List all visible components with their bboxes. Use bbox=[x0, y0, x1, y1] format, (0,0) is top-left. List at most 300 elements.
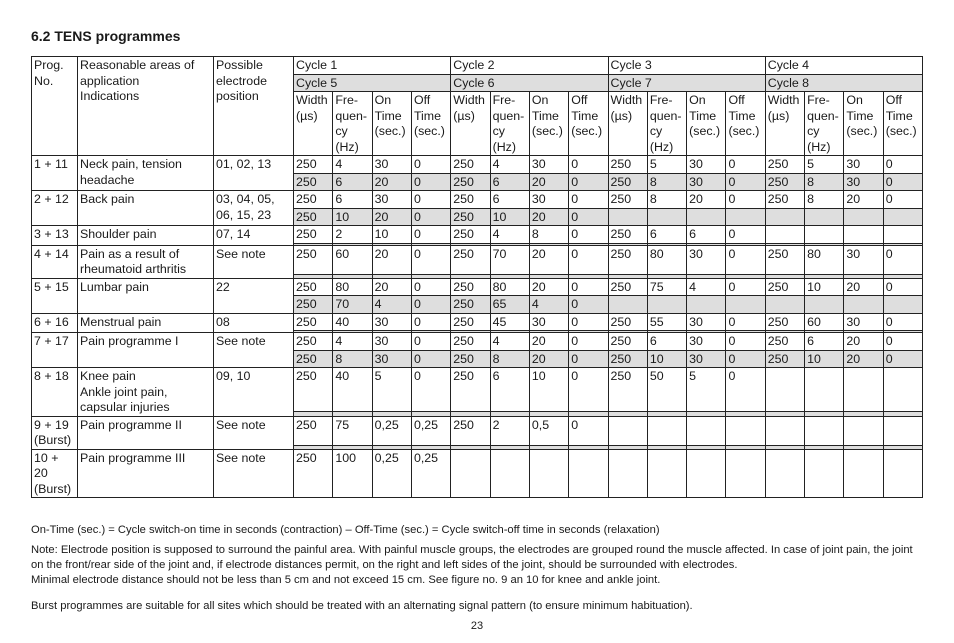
width-value: 250 bbox=[608, 226, 647, 244]
programme-no: 3 + 13 bbox=[32, 226, 78, 246]
programme-no: 9 + 19 (Burst) bbox=[32, 416, 78, 449]
programme-area: Neck pain, tension headache bbox=[78, 156, 214, 191]
footnote-legend: On-Time (sec.) = Cycle switch-on time in seconds (contraction) – Off-Time (sec.) = Cycle switch-off time in seconds (relaxation) bbox=[31, 524, 660, 536]
on-time-value: 0,5 bbox=[529, 416, 568, 446]
frequency-value: 2 bbox=[333, 226, 372, 244]
programme-no: 6 + 16 bbox=[32, 313, 78, 333]
off-time-value bbox=[569, 449, 608, 498]
off-time-value: 0 bbox=[569, 208, 608, 226]
programme-area: Pain as a result of rheumatoid arthritis bbox=[78, 245, 214, 278]
frequency-value: 80 bbox=[647, 245, 686, 275]
on-time-value bbox=[687, 208, 726, 226]
on-time-value bbox=[844, 449, 883, 498]
off-time-value: 0 bbox=[726, 156, 765, 174]
frequency-value: 4 bbox=[333, 156, 372, 174]
header-row-cycles-a bbox=[32, 57, 923, 75]
off-time-value bbox=[726, 296, 765, 314]
programme-area: Pain programme II bbox=[78, 416, 214, 449]
on-time-value: 30 bbox=[687, 156, 726, 174]
frequency-value: 40 bbox=[333, 313, 372, 331]
off-time-value: 0 bbox=[569, 191, 608, 209]
width-value: 250 bbox=[294, 245, 333, 275]
header-on-time: On Time (sec.) bbox=[844, 92, 883, 156]
on-time-value: 20 bbox=[844, 333, 883, 351]
on-time-value: 20 bbox=[372, 245, 411, 275]
width-value: 250 bbox=[765, 191, 804, 209]
off-time-value bbox=[883, 208, 922, 226]
frequency-value: 6 bbox=[490, 173, 529, 191]
on-time-value: 30 bbox=[529, 313, 568, 331]
off-time-value: 0 bbox=[411, 191, 450, 209]
header-off-time: Off Time (sec.) bbox=[569, 92, 608, 156]
on-time-value: 20 bbox=[372, 208, 411, 226]
on-time-value: 4 bbox=[529, 296, 568, 314]
programme-area: Back pain bbox=[78, 191, 214, 226]
frequency-value: 65 bbox=[490, 296, 529, 314]
off-time-value: 0 bbox=[411, 226, 450, 244]
frequency-value: 2 bbox=[490, 416, 529, 446]
off-time-value: 0 bbox=[726, 333, 765, 351]
width-value: 250 bbox=[294, 226, 333, 244]
header-width: Width (µs) bbox=[294, 92, 333, 156]
frequency-value: 10 bbox=[490, 208, 529, 226]
on-time-value bbox=[529, 449, 568, 498]
on-time-value: 20 bbox=[529, 333, 568, 351]
programme-electrode: See note bbox=[214, 416, 294, 449]
on-time-value bbox=[844, 296, 883, 314]
width-value: 250 bbox=[608, 245, 647, 275]
width-value: 250 bbox=[294, 416, 333, 446]
frequency-value: 70 bbox=[333, 296, 372, 314]
width-value bbox=[765, 449, 804, 498]
on-time-value: 5 bbox=[372, 368, 411, 412]
header-cycle-7: Cycle 7 bbox=[608, 74, 765, 92]
header-on-time: On Time (sec.) bbox=[372, 92, 411, 156]
on-time-value: 30 bbox=[687, 173, 726, 191]
off-time-value: 0 bbox=[569, 245, 608, 275]
frequency-value: 8 bbox=[805, 173, 844, 191]
header-frequency: Fre- quen- cy (Hz) bbox=[805, 92, 844, 156]
off-time-value: 0 bbox=[569, 350, 608, 368]
on-time-value: 30 bbox=[687, 333, 726, 351]
on-time-value: 30 bbox=[687, 245, 726, 275]
off-time-value: 0 bbox=[411, 278, 450, 296]
footnote-burst: Burst programmes are suitable for all sites which should be treated with an alternating signal pattern (to ensure minimum habituation). bbox=[31, 600, 693, 612]
header-off-time: Off Time (sec.) bbox=[883, 92, 922, 156]
frequency-value: 10 bbox=[647, 350, 686, 368]
on-time-value: 20 bbox=[372, 278, 411, 296]
width-value bbox=[765, 208, 804, 226]
off-time-value: 0 bbox=[569, 156, 608, 174]
on-time-value: 10 bbox=[372, 226, 411, 244]
off-time-value: 0 bbox=[411, 350, 450, 368]
note-line: Minimal electrode distance should not be less than 5 cm and not exceed 15 cm. See figure no. 9 an 10 for knee and ankle joint. bbox=[31, 574, 661, 586]
width-value: 250 bbox=[294, 173, 333, 191]
on-time-value bbox=[687, 449, 726, 498]
frequency-value: 45 bbox=[490, 313, 529, 331]
off-time-value: 0 bbox=[411, 296, 450, 314]
frequency-value: 10 bbox=[805, 350, 844, 368]
frequency-value: 4 bbox=[490, 156, 529, 174]
width-value bbox=[765, 226, 804, 244]
off-time-value: 0 bbox=[411, 333, 450, 351]
programme-area: Knee pain Ankle joint pain, capsular injuries bbox=[78, 368, 214, 417]
frequency-value: 8 bbox=[490, 350, 529, 368]
width-value bbox=[608, 416, 647, 446]
off-time-value: 0 bbox=[883, 245, 922, 275]
frequency-value: 5 bbox=[647, 156, 686, 174]
programme-area: Lumbar pain bbox=[78, 278, 214, 313]
width-value: 250 bbox=[294, 368, 333, 412]
header-cycle-1: Cycle 1 bbox=[294, 57, 451, 75]
tens-programmes-table bbox=[31, 56, 923, 498]
off-time-value: 0 bbox=[883, 313, 922, 331]
header-cycle-5: Cycle 5 bbox=[294, 74, 451, 92]
on-time-value: 30 bbox=[529, 191, 568, 209]
header-off-time: Off Time (sec.) bbox=[411, 92, 450, 156]
programme-electrode: See note bbox=[214, 245, 294, 278]
frequency-value: 60 bbox=[333, 245, 372, 275]
width-value: 250 bbox=[451, 191, 490, 209]
off-time-value: 0 bbox=[411, 368, 450, 412]
programme-row bbox=[32, 245, 923, 275]
programme-row bbox=[32, 278, 923, 296]
footnote-note bbox=[31, 543, 926, 588]
width-value: 250 bbox=[451, 173, 490, 191]
on-time-value: 20 bbox=[687, 191, 726, 209]
frequency-value: 50 bbox=[647, 368, 686, 412]
header-areas: Reasonable areas of application Indications bbox=[78, 57, 214, 156]
frequency-value bbox=[647, 296, 686, 314]
programme-area: Menstrual pain bbox=[78, 313, 214, 333]
header-width: Width (µs) bbox=[451, 92, 490, 156]
width-value bbox=[608, 296, 647, 314]
programme-no: 5 + 15 bbox=[32, 278, 78, 313]
programme-row bbox=[32, 156, 923, 174]
frequency-value bbox=[490, 449, 529, 498]
on-time-value: 6 bbox=[687, 226, 726, 244]
width-value: 250 bbox=[451, 350, 490, 368]
frequency-value: 4 bbox=[490, 226, 529, 244]
programme-row bbox=[32, 191, 923, 209]
frequency-value: 80 bbox=[805, 245, 844, 275]
note-line: Note: Electrode position is supposed to surround the painful area. With painful muscle groups, the electrodes are grouped round the muscle affected. In case of joint pain, the joint bbox=[31, 544, 913, 556]
off-time-value: 0 bbox=[411, 156, 450, 174]
width-value: 250 bbox=[608, 313, 647, 331]
frequency-value: 100 bbox=[333, 449, 372, 498]
off-time-value bbox=[726, 449, 765, 498]
programme-electrode: 01, 02, 13 bbox=[214, 156, 294, 191]
programme-electrode: 03, 04, 05, 06, 15, 23 bbox=[214, 191, 294, 226]
off-time-value: 0 bbox=[569, 416, 608, 446]
frequency-value bbox=[647, 449, 686, 498]
on-time-value: 20 bbox=[844, 191, 883, 209]
on-time-value: 30 bbox=[844, 156, 883, 174]
on-time-value bbox=[687, 296, 726, 314]
off-time-value: 0 bbox=[726, 350, 765, 368]
width-value: 250 bbox=[765, 313, 804, 331]
on-time-value: 20 bbox=[529, 208, 568, 226]
programme-electrode: See note bbox=[214, 333, 294, 368]
programme-area: Shoulder pain bbox=[78, 226, 214, 246]
off-time-value: 0 bbox=[726, 245, 765, 275]
frequency-value: 6 bbox=[805, 333, 844, 351]
on-time-value: 0,25 bbox=[372, 416, 411, 446]
frequency-value: 6 bbox=[647, 226, 686, 244]
header-off-time: Off Time (sec.) bbox=[726, 92, 765, 156]
frequency-value: 6 bbox=[333, 173, 372, 191]
on-time-value: 4 bbox=[372, 296, 411, 314]
on-time-value: 20 bbox=[529, 173, 568, 191]
frequency-value: 8 bbox=[647, 173, 686, 191]
on-time-value: 30 bbox=[372, 156, 411, 174]
programme-row bbox=[32, 368, 923, 412]
programme-electrode: 08 bbox=[214, 313, 294, 333]
frequency-value: 75 bbox=[647, 278, 686, 296]
width-value: 250 bbox=[765, 245, 804, 275]
width-value bbox=[765, 416, 804, 446]
width-value: 250 bbox=[294, 333, 333, 351]
frequency-value: 8 bbox=[333, 350, 372, 368]
programme-row bbox=[32, 226, 923, 244]
width-value: 250 bbox=[608, 350, 647, 368]
width-value: 250 bbox=[294, 449, 333, 498]
off-time-value: 0 bbox=[411, 173, 450, 191]
width-value: 250 bbox=[608, 173, 647, 191]
off-time-value: 0 bbox=[569, 278, 608, 296]
width-value bbox=[608, 449, 647, 498]
header-width: Width (µs) bbox=[608, 92, 647, 156]
width-value bbox=[451, 449, 490, 498]
off-time-value: 0 bbox=[569, 296, 608, 314]
off-time-value: 0 bbox=[726, 313, 765, 331]
on-time-value bbox=[844, 208, 883, 226]
frequency-value: 55 bbox=[647, 313, 686, 331]
off-time-value: 0 bbox=[411, 245, 450, 275]
frequency-value bbox=[805, 226, 844, 244]
frequency-value bbox=[805, 296, 844, 314]
frequency-value bbox=[805, 416, 844, 446]
programme-no: 10 + 20 (Burst) bbox=[32, 449, 78, 498]
programme-no: 8 + 18 bbox=[32, 368, 78, 417]
off-time-value: 0 bbox=[726, 368, 765, 412]
off-time-value: 0,25 bbox=[411, 416, 450, 446]
frequency-value: 10 bbox=[333, 208, 372, 226]
width-value: 250 bbox=[451, 245, 490, 275]
on-time-value: 20 bbox=[844, 278, 883, 296]
off-time-value bbox=[726, 416, 765, 446]
frequency-value bbox=[647, 208, 686, 226]
width-value: 250 bbox=[294, 313, 333, 331]
off-time-value: 0 bbox=[569, 173, 608, 191]
width-value: 250 bbox=[294, 350, 333, 368]
programme-row bbox=[32, 333, 923, 351]
header-frequency: Fre- quen- cy (Hz) bbox=[333, 92, 372, 156]
frequency-value: 8 bbox=[805, 191, 844, 209]
off-time-value: 0 bbox=[726, 278, 765, 296]
on-time-value bbox=[844, 368, 883, 412]
width-value: 250 bbox=[765, 156, 804, 174]
width-value: 250 bbox=[294, 156, 333, 174]
off-time-value: 0 bbox=[569, 226, 608, 244]
width-value: 250 bbox=[608, 333, 647, 351]
programme-area: Pain programme III bbox=[78, 449, 214, 498]
off-time-value: 0 bbox=[883, 191, 922, 209]
off-time-value: 0 bbox=[883, 156, 922, 174]
frequency-value: 5 bbox=[805, 156, 844, 174]
on-time-value bbox=[687, 416, 726, 446]
off-time-value bbox=[883, 296, 922, 314]
on-time-value: 30 bbox=[844, 173, 883, 191]
frequency-value: 6 bbox=[333, 191, 372, 209]
width-value: 250 bbox=[451, 226, 490, 244]
on-time-value: 10 bbox=[529, 368, 568, 412]
frequency-value: 60 bbox=[805, 313, 844, 331]
programme-electrode: 07, 14 bbox=[214, 226, 294, 246]
width-value: 250 bbox=[294, 191, 333, 209]
off-time-value bbox=[726, 208, 765, 226]
header-cycle-6: Cycle 6 bbox=[451, 74, 608, 92]
off-time-value: 0 bbox=[411, 208, 450, 226]
header-on-time: On Time (sec.) bbox=[687, 92, 726, 156]
programme-no: 4 + 14 bbox=[32, 245, 78, 278]
programme-electrode: 09, 10 bbox=[214, 368, 294, 417]
programme-area: Pain programme I bbox=[78, 333, 214, 368]
programme-row bbox=[32, 313, 923, 331]
off-time-value: 0 bbox=[726, 173, 765, 191]
on-time-value: 5 bbox=[687, 368, 726, 412]
off-time-value: 0 bbox=[726, 226, 765, 244]
frequency-value: 6 bbox=[490, 191, 529, 209]
width-value: 250 bbox=[765, 173, 804, 191]
frequency-value: 6 bbox=[647, 333, 686, 351]
on-time-value: 20 bbox=[529, 278, 568, 296]
off-time-value: 0,25 bbox=[411, 449, 450, 498]
header-cycle-3: Cycle 3 bbox=[608, 57, 765, 75]
off-time-value: 0 bbox=[569, 333, 608, 351]
off-time-value: 0 bbox=[569, 313, 608, 331]
programme-no: 1 + 11 bbox=[32, 156, 78, 191]
width-value: 250 bbox=[294, 278, 333, 296]
page-number: 23 bbox=[470, 620, 484, 632]
on-time-value: 30 bbox=[372, 350, 411, 368]
on-time-value: 20 bbox=[529, 350, 568, 368]
off-time-value: 0 bbox=[569, 368, 608, 412]
header-prog-no: Prog. No. bbox=[32, 57, 78, 156]
on-time-value: 30 bbox=[372, 313, 411, 331]
off-time-value bbox=[883, 449, 922, 498]
programme-no: 7 + 17 bbox=[32, 333, 78, 368]
width-value: 250 bbox=[608, 156, 647, 174]
frequency-value: 75 bbox=[333, 416, 372, 446]
width-value: 250 bbox=[451, 278, 490, 296]
frequency-value: 6 bbox=[490, 368, 529, 412]
header-cycle-4: Cycle 4 bbox=[765, 57, 922, 75]
width-value: 250 bbox=[608, 191, 647, 209]
frequency-value bbox=[647, 416, 686, 446]
width-value: 250 bbox=[294, 208, 333, 226]
on-time-value: 30 bbox=[687, 350, 726, 368]
width-value: 250 bbox=[765, 278, 804, 296]
header-on-time: On Time (sec.) bbox=[529, 92, 568, 156]
off-time-value: 0 bbox=[883, 173, 922, 191]
on-time-value: 30 bbox=[687, 313, 726, 331]
width-value: 250 bbox=[451, 208, 490, 226]
frequency-value: 80 bbox=[333, 278, 372, 296]
width-value: 250 bbox=[451, 296, 490, 314]
header-cycle-8: Cycle 8 bbox=[765, 74, 922, 92]
frequency-value: 4 bbox=[490, 333, 529, 351]
section-title: 6.2 TENS programmes bbox=[31, 28, 181, 44]
width-value: 250 bbox=[765, 350, 804, 368]
on-time-value: 30 bbox=[844, 245, 883, 275]
on-time-value: 30 bbox=[844, 313, 883, 331]
on-time-value bbox=[844, 416, 883, 446]
on-time-value: 0,25 bbox=[372, 449, 411, 498]
width-value: 250 bbox=[451, 156, 490, 174]
on-time-value: 4 bbox=[687, 278, 726, 296]
frequency-value: 40 bbox=[333, 368, 372, 412]
on-time-value: 20 bbox=[529, 245, 568, 275]
off-time-value bbox=[883, 368, 922, 412]
on-time-value: 30 bbox=[529, 156, 568, 174]
frequency-value: 8 bbox=[647, 191, 686, 209]
off-time-value bbox=[883, 416, 922, 446]
note-line: on the front/rear side of the joint and, if electrode distances permit, on the right and left sides of the joint, should be surrounded with electrodes. bbox=[31, 559, 738, 571]
programme-no: 2 + 12 bbox=[32, 191, 78, 226]
off-time-value: 0 bbox=[411, 313, 450, 331]
programme-electrode: See note bbox=[214, 449, 294, 498]
width-value: 250 bbox=[451, 313, 490, 331]
off-time-value: 0 bbox=[883, 278, 922, 296]
frequency-value bbox=[805, 368, 844, 412]
on-time-value: 30 bbox=[372, 191, 411, 209]
off-time-value bbox=[883, 226, 922, 244]
width-value: 250 bbox=[608, 278, 647, 296]
header-electrode: Possible electrode position bbox=[214, 57, 294, 156]
frequency-value bbox=[805, 449, 844, 498]
width-value bbox=[765, 296, 804, 314]
frequency-value: 4 bbox=[333, 333, 372, 351]
frequency-value bbox=[805, 208, 844, 226]
on-time-value bbox=[844, 226, 883, 244]
programme-row bbox=[32, 416, 923, 446]
width-value bbox=[608, 208, 647, 226]
off-time-value: 0 bbox=[726, 191, 765, 209]
on-time-value: 20 bbox=[844, 350, 883, 368]
programme-electrode: 22 bbox=[214, 278, 294, 313]
off-time-value: 0 bbox=[883, 350, 922, 368]
header-frequency: Fre- quen- cy (Hz) bbox=[490, 92, 529, 156]
width-value: 250 bbox=[451, 416, 490, 446]
on-time-value: 8 bbox=[529, 226, 568, 244]
width-value: 250 bbox=[294, 296, 333, 314]
on-time-value: 20 bbox=[372, 173, 411, 191]
off-time-value: 0 bbox=[883, 333, 922, 351]
programmes-body bbox=[32, 156, 923, 498]
width-value: 250 bbox=[608, 368, 647, 412]
on-time-value: 30 bbox=[372, 333, 411, 351]
header-frequency: Fre- quen- cy (Hz) bbox=[647, 92, 686, 156]
header-width: Width (µs) bbox=[765, 92, 804, 156]
width-value bbox=[765, 368, 804, 412]
frequency-value: 70 bbox=[490, 245, 529, 275]
programme-row bbox=[32, 449, 923, 498]
width-value: 250 bbox=[765, 333, 804, 351]
frequency-value: 80 bbox=[490, 278, 529, 296]
width-value: 250 bbox=[451, 368, 490, 412]
frequency-value: 10 bbox=[805, 278, 844, 296]
